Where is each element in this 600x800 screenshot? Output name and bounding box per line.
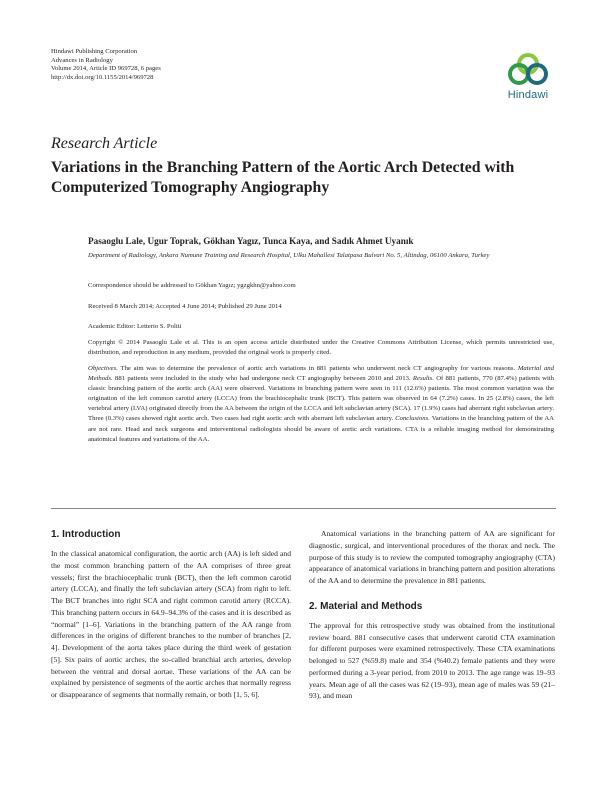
correspondence: Correspondence should be addressed to Gökhan Yagız; ygzgkhn@yahoo.com <box>88 282 296 289</box>
volume-info: Volume 2014, Article ID 969728, 6 pages <box>51 65 161 73</box>
publication-dates: Received 8 March 2014; Accepted 4 June 2014; Published 29 June 2014 <box>88 303 282 310</box>
abstract-methods-label: Material and Methods. <box>88 365 554 383</box>
journal-header <box>51 48 161 82</box>
doi-link[interactable]: http://dx.doi.org/10.1155/2014/969728 <box>51 73 154 81</box>
abstract <box>88 364 554 445</box>
methods-paragraph-1: The approval for this retrospective study was obtained from the institutional review board. 881 consecutive cases that underwent carotid CTA examination for different purposes were examined retrospectively. These CTA examinations belonged to 527 (%59.8) male and 354 (%40.2) female patients and they were performed during a 3-year period, from 2010 to 2013. The age range was 19–93 years. Mean age of all the cases was 62 (19–93), mean age of males was 59 (21–93), and mean <box>309 620 555 701</box>
abstract-objectives-label: Objectives. <box>88 365 118 372</box>
paper-title: Variations in the Branching Pattern of the Aortic Arch Detected with Computerized Tomography Angiography <box>51 159 515 196</box>
abstract-results-text: Of 881 patients, 770 (87.4%) patients with classic branching pattern of the aortic arch (AA) were observed. Variations in branching pattern were seen in 111 (12.6%) patients. The most common variation was the origination of the left common carotid artery (LCCA) from the brachiocephalic trunk (BCT). This pattern was observed in 64 (7.2%) cases. In 25 (2.8%) cases, the left vertebral artery (LVA) originated directly from the AA between the origin of the LCCA and left subclavian artery (SCA). 17 (1.9%) cases had aberrant right subclavian artery. Three (0.3%) cases showed right aortic arch. Two cases had right aortic arch with aberrant left subclavian artery. <box>88 375 555 423</box>
section-divider <box>51 508 556 509</box>
introduction-paragraph-1: In the classical anatomical configuration, the aortic arch (AA) is left sided and the most common branching pattern of the AA comprises of three great vessels; first the brachiocephalic trunk (BCT), then the left common carotid artery (LCCA), and finally the left subclavian artery (SCA) from right to left. The BCT branches into right SCA and right common carotid artery (RCCA). This branching pattern occurs in 64.9–94.3% of the cases and it is described as “normal” [1–6]. Variations in the branching pattern of the AA range from differences in the origins of different branches to the number of branches [2, 4]. Development of the aorta takes place during the third week of gestation [5]. Six pairs of aortic arches, the so-called branchial arch arteries, develop between the ventral and dorsal aortae. These variations of the AA can be explained by persistence of segments of the aortic arches that normally regress or disappearance of segments that normally remain, or both [1, 5, 6]. <box>51 549 291 699</box>
abstract-results-label: Results. <box>412 375 434 383</box>
publisher-name: Hindawi Publishing Corporation <box>51 48 138 55</box>
abstract-methods-text: 881 patients were included in the study who had undergone neck CT angiography between 2010 and 2013. <box>112 375 413 383</box>
introduction-paragraph-2: Anatomical variations in the branching pattern of AA are significant for diagnostic, surgical, and interventional procedures of the thorax and neck. The purpose of this study is to review the computed tomography angiography (CTA) appearance of anatomical variations in branching pattern and position alterations of the AA and to determine the prevalence in 881 patients. <box>309 529 555 585</box>
copyright-notice: Copyright © 2014 Pasaoglu Lale et al. This is an open access article distributed under the Creative Commons Attribution License, which permits unrestricted use, distribution, and reproduction in any medium, provided the original work is properly cited. <box>88 339 554 356</box>
author-list: Pasaoglu Lale, Ugur Toprak, Gökhan Yagız, Tunca Kaya, and Sadık Ahmet Uyanık <box>88 236 414 246</box>
academic-editor: Academic Editor: Letterio S. Politi <box>88 323 182 330</box>
abstract-conclusions-label: Conclusions. <box>395 415 430 423</box>
hindawi-wordmark: Hindawi <box>507 89 549 101</box>
abstract-objectives-text: The aim was to determine the prevalence of aortic arch variations in 881 patients who underwent neck CT angiography for various reasons. <box>117 365 518 372</box>
affiliation: Department of Radiology, Ankara Numune Training and Research Hospital, Ulku Mahallesi Talatpasa Bulvari No. 5, Altindag, 06100 Ankara, Turkey <box>88 252 490 259</box>
methods-heading: 2. Material and Methods <box>309 600 423 612</box>
right-column <box>309 528 555 702</box>
introduction-heading: 1. Introduction <box>51 529 121 540</box>
journal-name: Advances in Radiology <box>51 56 113 64</box>
article-type: Research Article <box>51 135 158 152</box>
left-column <box>51 528 291 701</box>
abstract-conclusions-text: Variations in the branching pattern of the AA are not rare. Head and neck surgeons and interventional radiologists should be aware of aortic arch variations. CTA is a reliable imaging method for demonstrating anatomical features and variations of the AA. <box>88 415 554 443</box>
